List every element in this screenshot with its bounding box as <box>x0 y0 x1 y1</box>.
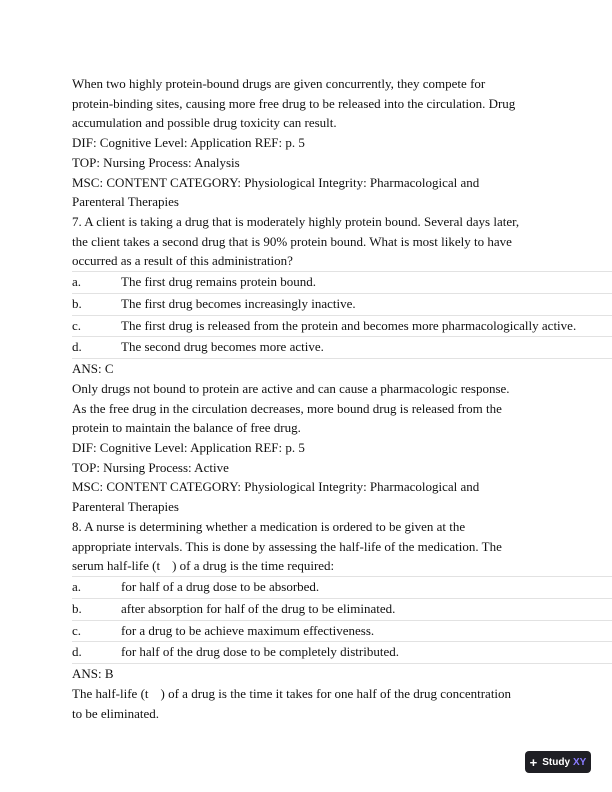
stem-part: ) of a drug is the time required: <box>172 558 335 574</box>
expl-part: ) of a drug is the time it takes for one half of the drug concentration <box>160 685 512 701</box>
text-line: DIF: Cognitive Level: Application REF: p. 5 <box>72 440 305 456</box>
option-row <box>72 641 612 664</box>
question-stem: 8. A nurse is determining whether a medication is ordered to be given at the <box>72 518 466 534</box>
text-line <box>72 684 612 704</box>
option-text: after absorption for half of the drug to be eliminated. <box>121 600 396 616</box>
option-text: The first drug becomes increasingly inactive. <box>121 295 356 311</box>
stem-part: serum half-life (t <box>72 558 161 574</box>
brand-study: Study <box>542 756 571 768</box>
option-text: The first drug remains protein bound. <box>121 274 316 290</box>
text-line: As the free drug in the circulation decreases, more bound drug is released from the <box>72 400 502 416</box>
text-line: Only drugs not bound to protein are active and can cause a pharmacologic response. <box>72 380 510 396</box>
answer-line: ANS: B <box>72 666 114 682</box>
question-8 <box>72 517 612 723</box>
option-letter: d. <box>72 339 82 355</box>
option-row <box>72 293 612 315</box>
options-table <box>72 576 612 664</box>
option-letter: b. <box>72 600 82 616</box>
option-row <box>72 576 612 598</box>
text-line: accumulation and possible drug toxicity can result. <box>72 115 337 131</box>
option-row <box>72 315 612 337</box>
option-letter: a. <box>72 578 82 594</box>
answer-line: ANS: C <box>72 361 114 377</box>
question-7 <box>72 212 612 517</box>
question-stem: the client takes a second drug that is 90% protein bound. What is most likely to have <box>72 233 512 249</box>
option-text: The first drug is released from the protein and becomes more pharmacologically active. <box>121 317 577 333</box>
option-letter: d. <box>72 644 82 660</box>
question-stem: 7. A client is taking a drug that is moderately highly protein bound. Several days later, <box>72 213 520 229</box>
text-line: TOP: Nursing Process: Analysis <box>72 154 240 170</box>
intro-block <box>72 74 612 212</box>
text-line: TOP: Nursing Process: Active <box>72 459 229 475</box>
text-line: Parenteral Therapies <box>72 499 179 515</box>
option-text: for half of a drug dose to be absorbed. <box>121 578 320 594</box>
option-letter: c. <box>72 317 82 333</box>
text-line: MSC: CONTENT CATEGORY: Physiological Integrity: Pharmacological and <box>72 479 480 495</box>
text-line: protein to maintain the balance of free drug. <box>72 420 301 436</box>
option-letter: c. <box>72 622 82 638</box>
text-line: Parenteral Therapies <box>72 194 179 210</box>
option-row <box>72 336 612 359</box>
expl-part: The half-life (t <box>72 685 149 701</box>
question-stem <box>72 556 612 576</box>
text-line: When two highly protein-bound drugs are given concurrently, they compete for <box>72 76 486 91</box>
option-row <box>72 598 612 620</box>
studyxy-badge[interactable] <box>525 751 591 773</box>
option-text: The second drug becomes more active. <box>121 339 324 355</box>
document-page <box>72 74 612 723</box>
plus-icon: + <box>529 754 538 770</box>
option-row <box>72 620 612 642</box>
options-table <box>72 271 612 359</box>
text-line: MSC: CONTENT CATEGORY: Physiological Integrity: Pharmacological and <box>72 174 480 190</box>
question-stem: appropriate intervals. This is done by assessing the half-life of the medication. The <box>72 538 502 554</box>
option-text: for half of the drug dose to be completely distributed. <box>121 644 399 660</box>
text-line: to be eliminated. <box>72 705 160 721</box>
text-line: protein-binding sites, causing more free drug to be released into the circulation. Drug <box>72 95 516 111</box>
option-letter: a. <box>72 274 82 290</box>
option-letter: b. <box>72 295 82 311</box>
text-line: DIF: Cognitive Level: Application REF: p. 5 <box>72 135 305 151</box>
question-stem: occurred as a result of this administration? <box>72 253 293 269</box>
brand-xy: XY <box>573 756 587 768</box>
option-row <box>72 271 612 293</box>
option-text: for a drug to be achieve maximum effectiveness. <box>121 622 375 638</box>
